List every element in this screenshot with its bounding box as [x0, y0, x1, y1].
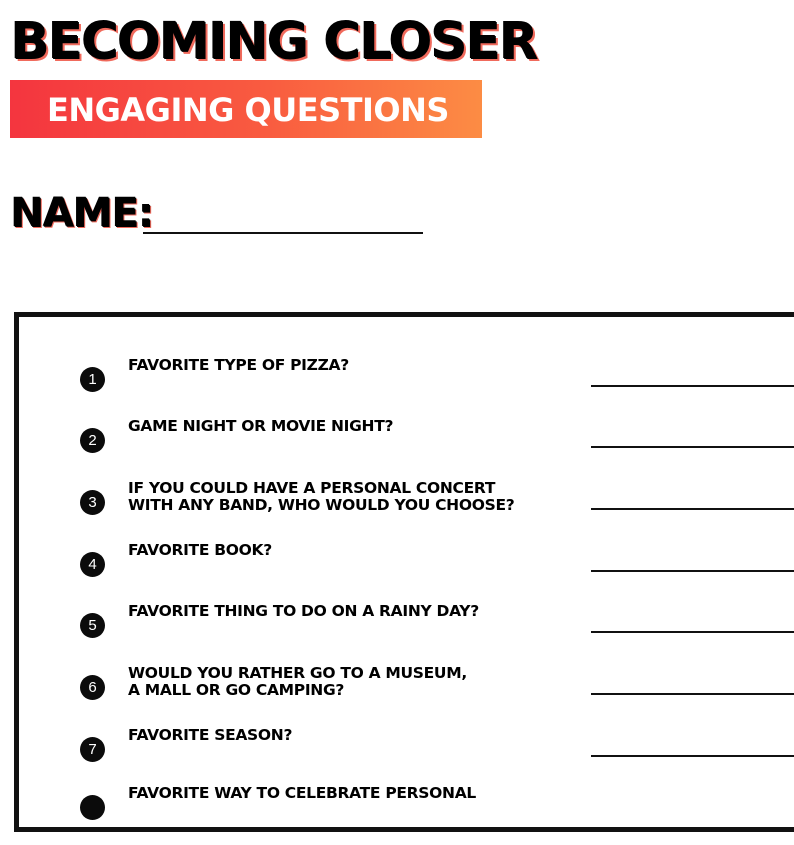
question-item-7	[0, 727, 794, 787]
question-item-2	[0, 418, 794, 478]
question-text-line: FAVORITE THING TO DO ON A RAINY DAY?	[128, 602, 479, 620]
name-field-line[interactable]	[143, 232, 423, 234]
answer-line[interactable]	[591, 446, 794, 448]
answer-line[interactable]	[591, 755, 794, 757]
question-item-1	[0, 357, 794, 417]
subtitle-banner	[10, 80, 482, 138]
answer-line[interactable]	[591, 631, 794, 633]
question-number-badge: 1	[80, 367, 105, 392]
question-number-badge: 6	[80, 675, 105, 700]
answer-line[interactable]	[591, 385, 794, 387]
answer-line[interactable]	[591, 693, 794, 695]
question-number-badge	[80, 795, 105, 820]
question-text-line: A MALL OR GO CAMPING?	[128, 681, 345, 699]
name-label: NAME:	[10, 190, 153, 236]
question-text	[128, 357, 588, 374]
question-item-8	[0, 785, 794, 845]
question-number-badge: 3	[80, 490, 105, 515]
answer-line[interactable]	[591, 508, 794, 510]
question-text	[128, 480, 588, 514]
question-text-line: FAVORITE SEASON?	[128, 726, 293, 744]
question-text	[128, 603, 588, 620]
question-text	[128, 418, 588, 435]
page-title: BECOMING CLOSER	[10, 12, 537, 71]
question-number-badge: 4	[80, 552, 105, 577]
question-item-3	[0, 480, 794, 540]
question-text-line: FAVORITE BOOK?	[128, 541, 272, 559]
answer-line[interactable]	[591, 570, 794, 572]
question-text-line: FAVORITE TYPE OF PIZZA?	[128, 356, 349, 374]
question-item-6	[0, 665, 794, 725]
subtitle-text: ENGAGING QUESTIONS	[47, 91, 449, 129]
question-number-badge: 5	[80, 613, 105, 638]
question-text-line: WITH ANY BAND, WHO WOULD YOU CHOOSE?	[128, 496, 515, 514]
question-text	[128, 542, 588, 559]
question-text-line: FAVORITE WAY TO CELEBRATE PERSONAL	[128, 784, 476, 802]
question-item-4	[0, 542, 794, 602]
question-text-line: IF YOU COULD HAVE A PERSONAL CONCERT	[128, 479, 496, 497]
question-text-line: WOULD YOU RATHER GO TO A MUSEUM,	[128, 664, 467, 682]
question-number-badge: 2	[80, 428, 105, 453]
question-text	[128, 727, 588, 744]
question-text	[128, 665, 588, 699]
question-number-badge: 7	[80, 737, 105, 762]
question-text-line: GAME NIGHT OR MOVIE NIGHT?	[128, 417, 394, 435]
question-item-5	[0, 603, 794, 663]
